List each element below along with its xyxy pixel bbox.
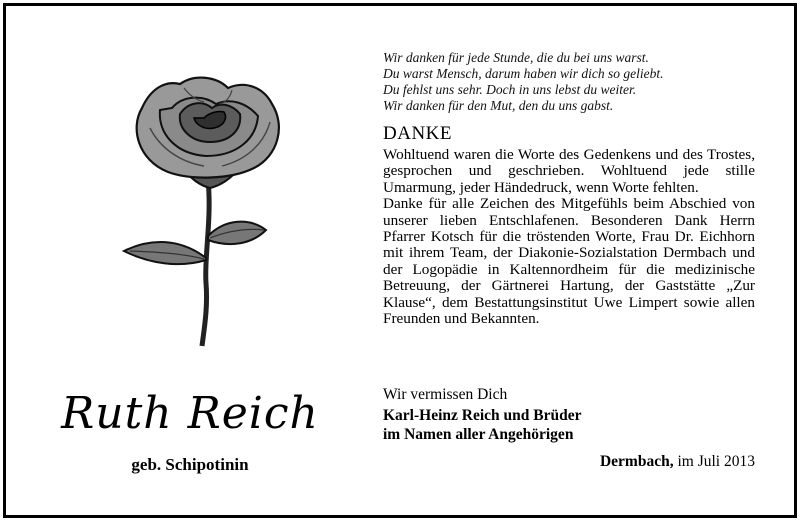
- signer-line: im Namen aller Angehörigen: [383, 426, 574, 443]
- signers: [383, 406, 581, 444]
- thanks-paragraph: Danke für alle Zeichen des Mitgefühls beim Abschied von unserer lieben Entschlafenen. Besonderen Dank Herrn Pfarrer Kotsch für die tröstenden Worte, Frau Dr. Eichhorn mit ihrem Team, der Diakonie-Sozialstation Dermbach und der Logopädie in Kaltennordheim für die medizinische Betreuung, der Gärtnerei Hartung, der Gaststätte „Zur Klause“, dem Bestattungsinstitut Uwe Limpert sowie allen Freunden und Bekannten.: [383, 195, 755, 328]
- signer-line: Karl-Heinz Reich und Brüder: [383, 407, 582, 424]
- thanks-heading: DANKE: [383, 123, 452, 144]
- maiden-name: geb. Schipotinin: [131, 455, 249, 474]
- place-town: Dermbach,: [599, 453, 674, 470]
- poem-line: Wir danken für jede Stunde, die du bei uns warst.: [383, 50, 649, 65]
- place-date: [520, 453, 755, 471]
- poem: [383, 50, 763, 114]
- poem-line: Wir danken für den Mut, den du uns gabst.: [383, 98, 614, 113]
- poem-line: Du fehlst uns sehr. Doch in uns lebst du weiter.: [383, 82, 637, 97]
- place-date-text: im Juli 2013: [677, 453, 755, 470]
- rose-icon: [120, 68, 290, 348]
- poem-line: Du warst Mensch, darum haben wir dich so geliebt.: [383, 66, 664, 81]
- deceased-name: Ruth Reich: [61, 388, 319, 439]
- closing-line: Wir vermissen Dich: [383, 386, 508, 403]
- thanks-paragraph: Wohltuend waren die Worte des Gedenkens und des Trostes, gesprochen und geschrieben. Wohltuend jede stille Umarmung, jeder Händedruck, wenn Worte fehlten.: [383, 146, 755, 196]
- thanks-text: [383, 147, 755, 327]
